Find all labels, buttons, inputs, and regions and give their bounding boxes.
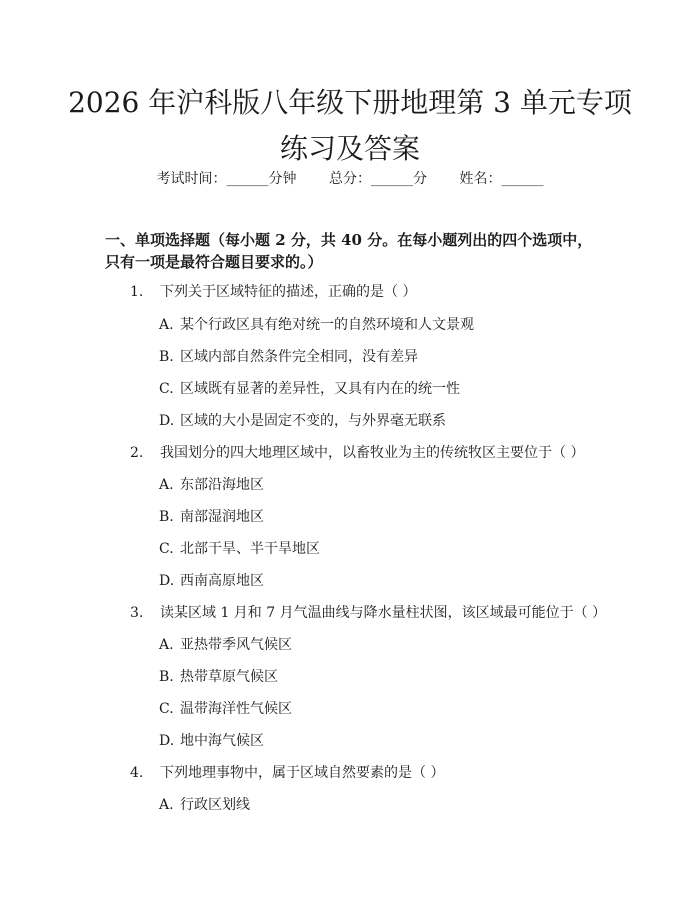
option-text: 北部干旱、半干旱地区 (180, 541, 320, 557)
document-title (0, 80, 700, 172)
option-text: 区域既有显著的差异性，又具有内在的统一性 (180, 381, 460, 397)
option-label: B. (159, 349, 174, 365)
question-2 (130, 442, 584, 462)
question-3-option-c (159, 698, 292, 718)
question-1 (130, 281, 416, 301)
exam-time: 考试时间：______分钟 (156, 171, 297, 187)
option-label: A. (159, 797, 174, 813)
question-number: 2. (130, 445, 144, 461)
section-heading: 一、单项选择题（每小题 2 分，共 40 分。在每小题列出的四个选项中，只有一项是最符合题目要求的。） (105, 231, 593, 271)
question-1-option-a (159, 314, 474, 334)
title-line-1: 2026 年沪科版八年级下册地理第 3 单元专项 (68, 86, 632, 119)
option-label: C. (159, 701, 174, 717)
option-label: B. (159, 669, 174, 685)
option-label: B. (159, 509, 174, 525)
question-text: 我国划分的四大地理区域中，以畜牧业为主的传统牧区主要位于（ ） (160, 445, 585, 461)
option-label: A. (159, 477, 174, 493)
question-number: 4. (130, 765, 144, 781)
question-4-option-a (159, 794, 250, 814)
option-label: A. (159, 637, 174, 653)
option-label: D. (159, 413, 175, 429)
option-text: 某个行政区具有绝对统一的自然环境和人文景观 (180, 317, 474, 333)
question-3-option-a (159, 634, 292, 654)
question-4 (130, 762, 444, 782)
option-label: C. (159, 381, 174, 397)
option-label: C. (159, 541, 174, 557)
option-text: 区域的大小是固定不变的，与外界毫无联系 (180, 413, 446, 429)
question-text: 读某区域 1 月和 7 月气温曲线与降水量柱状图，该区域最可能位于（ ） (160, 605, 607, 621)
question-2-option-b (159, 506, 264, 526)
question-1-option-c (159, 378, 460, 398)
question-text: 下列地理事物中，属于区域自然要素的是（ ） (160, 765, 445, 781)
question-number: 3. (130, 605, 144, 621)
title-line-2: 练习及答案 (279, 132, 420, 165)
option-text: 热带草原气候区 (180, 669, 278, 685)
option-text: 亚热带季风气候区 (180, 637, 292, 653)
option-text: 温带海洋性气候区 (180, 701, 292, 717)
option-text: 南部湿润地区 (180, 509, 264, 525)
option-text: 行政区划线 (180, 797, 250, 813)
question-2-option-a (159, 474, 264, 494)
question-2-option-c (159, 538, 320, 558)
question-3 (130, 602, 606, 622)
question-1-option-b (159, 346, 418, 366)
exam-score: 总分：______分 (329, 171, 427, 187)
question-2-option-d (159, 570, 264, 590)
option-label: D. (159, 573, 175, 589)
option-text: 区域内部自然条件完全相同，没有差异 (180, 349, 418, 365)
option-text: 西南高原地区 (180, 573, 264, 589)
question-text: 下列关于区域特征的描述，正确的是（ ） (160, 284, 417, 300)
exam-info (0, 168, 700, 188)
option-text: 东部沿海地区 (180, 477, 264, 493)
exam-name: 姓名：______ (459, 171, 544, 187)
option-text: 地中海气候区 (180, 733, 264, 749)
option-label: D. (159, 733, 175, 749)
option-label: A. (159, 317, 174, 333)
question-3-option-b (159, 666, 278, 686)
question-1-option-d (159, 410, 446, 430)
question-number: 1. (130, 284, 144, 300)
question-3-option-d (159, 730, 264, 750)
